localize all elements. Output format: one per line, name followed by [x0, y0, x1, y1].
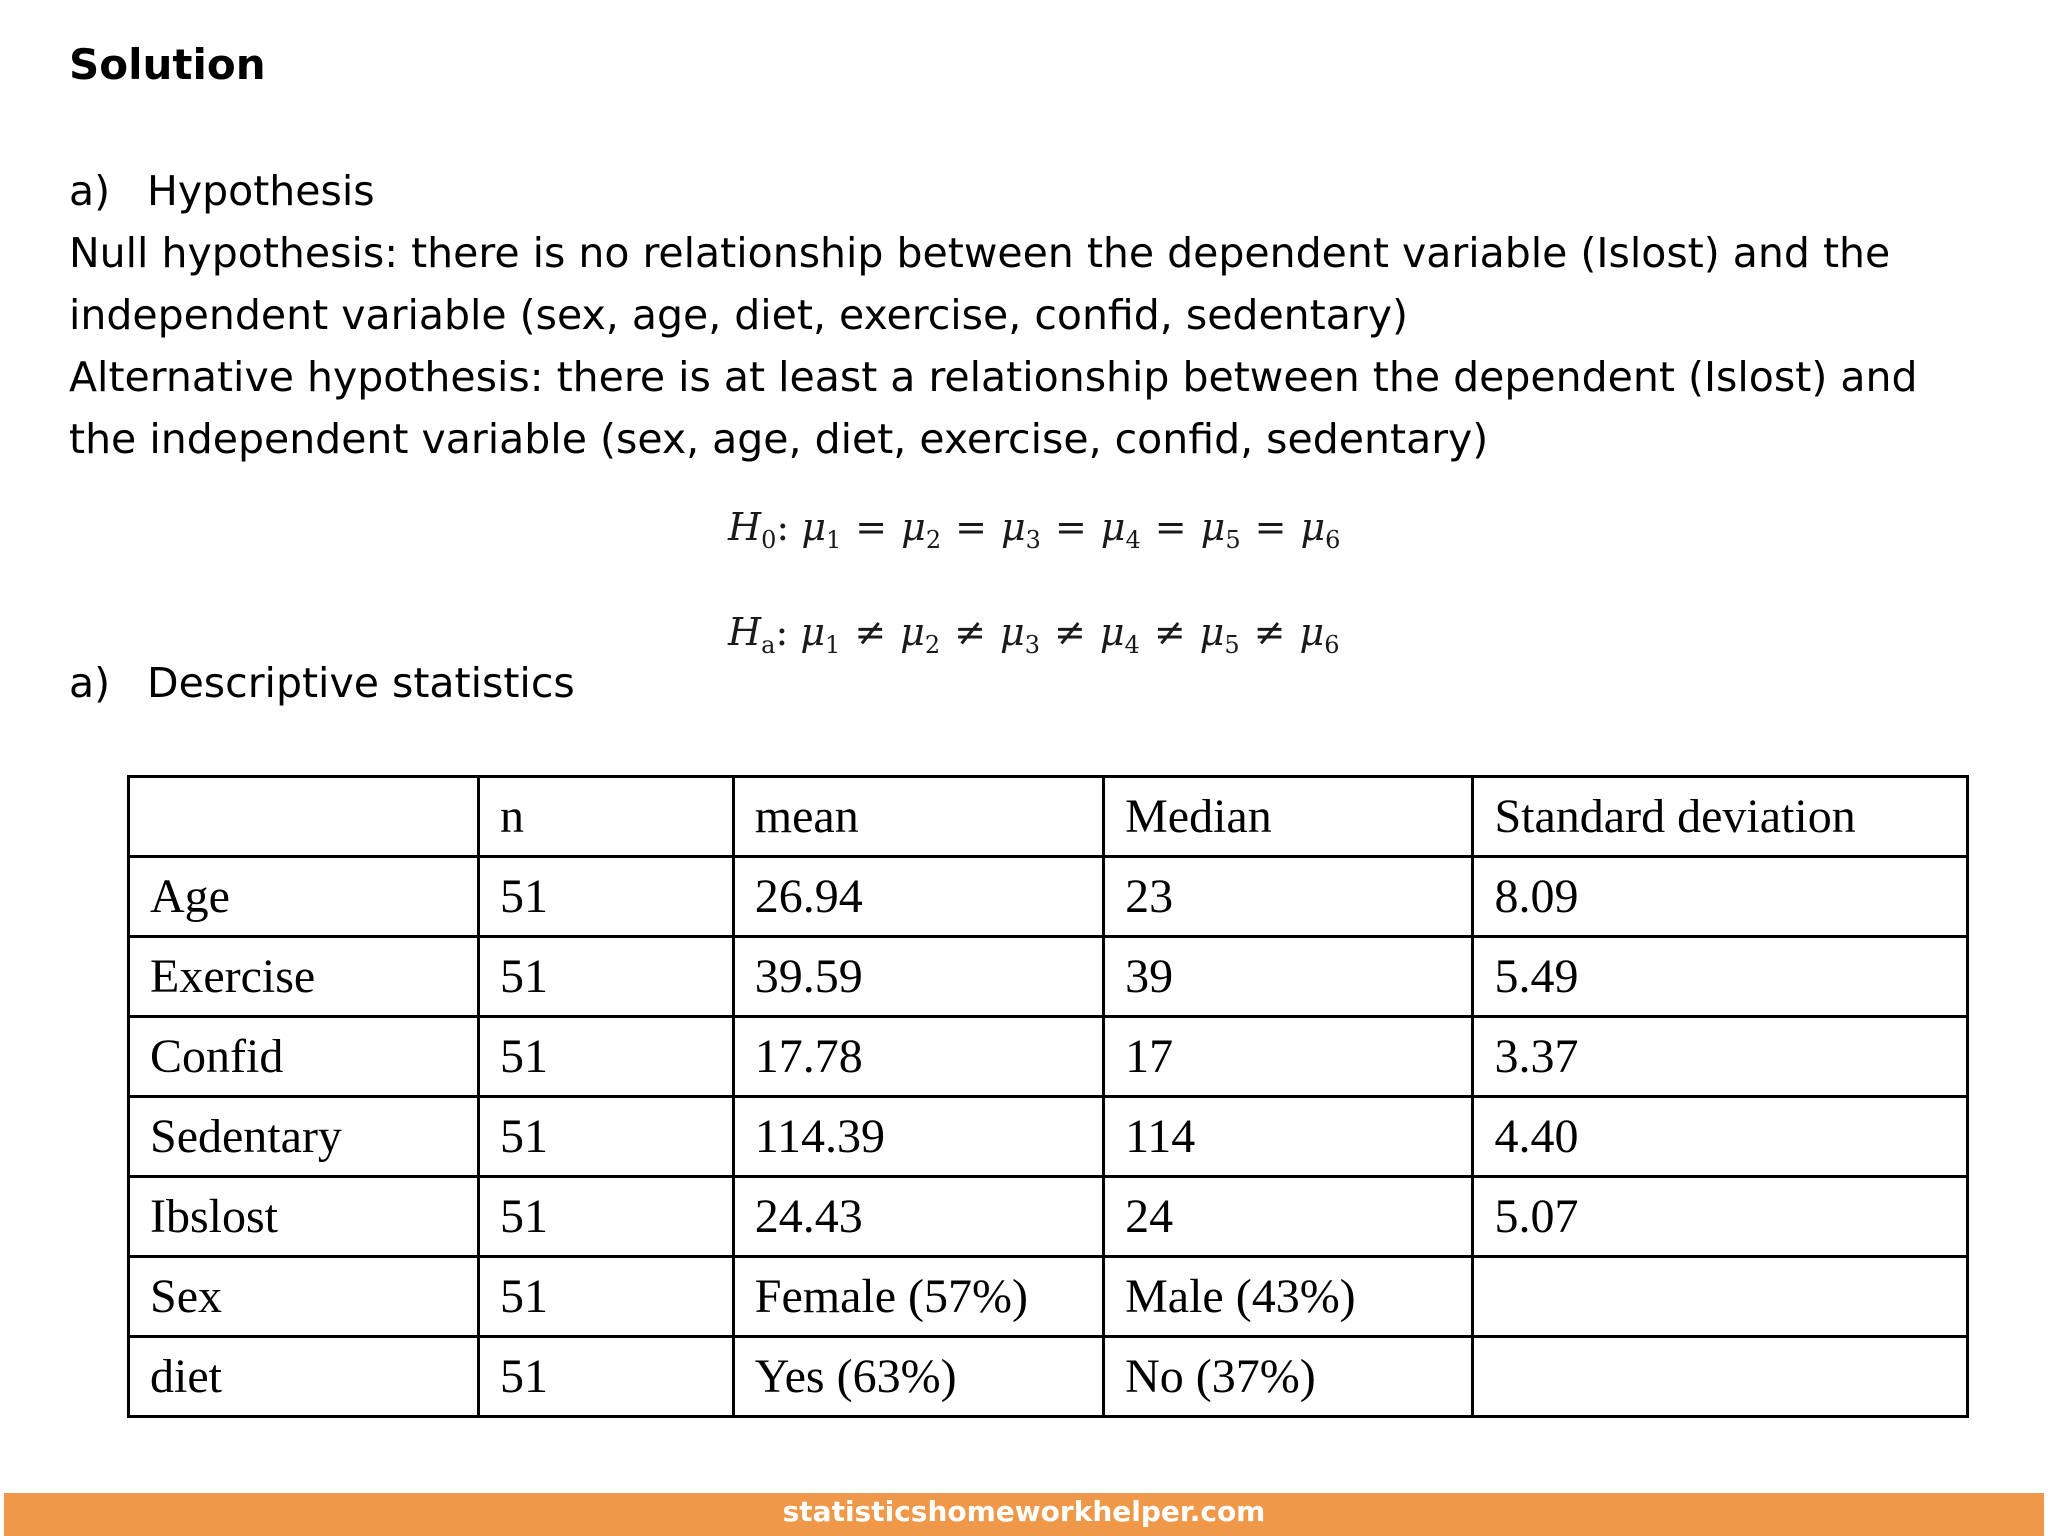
table-cell: 24.43 [733, 1177, 1103, 1257]
mu-index: 3 [1024, 631, 1040, 659]
table-cell: 51 [478, 937, 733, 1017]
table-cell: 51 [478, 1017, 733, 1097]
table-cell: 5.07 [1473, 1177, 1968, 1257]
mu-index: 3 [1025, 526, 1041, 554]
table-cell: 23 [1104, 857, 1473, 937]
section-hypothesis [69, 160, 375, 222]
table-cell: 39 [1104, 937, 1473, 1017]
table-cell: Male (43%) [1104, 1257, 1473, 1337]
footer-bar [4, 1493, 2044, 1536]
table-cell: 51 [478, 1097, 733, 1177]
operator: ≠ [1153, 610, 1186, 654]
list-marker: a) [69, 659, 111, 707]
mu-symbol: μ [1000, 505, 1026, 549]
hypothesis-subscript: 0 [761, 526, 777, 554]
hypothesis-symbol: H [728, 505, 762, 549]
hypothesis-subscript: a [761, 631, 776, 659]
table-row [129, 1257, 1968, 1337]
null-hypothesis-formula [728, 505, 1340, 554]
mu-symbol: μ [1000, 610, 1025, 654]
table-cell: Sedentary [129, 1097, 479, 1177]
table-cell: 26.94 [733, 857, 1103, 937]
mu-index: 6 [1324, 631, 1340, 659]
alternative-hypothesis-formula [728, 610, 1339, 659]
table-cell: 17.78 [733, 1017, 1103, 1097]
table-cell: 51 [478, 1337, 733, 1417]
hypothesis-symbol: H [728, 610, 762, 654]
mu-symbol: μ [801, 505, 827, 549]
table-row [129, 857, 1968, 937]
table-header-cell: Median [1104, 777, 1473, 857]
table-row [129, 1017, 1968, 1097]
table-cell: 39.59 [733, 937, 1103, 1017]
paragraph-line: Null hypothesis: there is no relationship between the dependent variable (Islost) and the [69, 229, 1891, 277]
mu-index: 2 [925, 526, 942, 554]
table-cell: No (37%) [1104, 1337, 1473, 1417]
mu-symbol: μ [901, 505, 926, 549]
mu-symbol: μ [1200, 505, 1226, 549]
mu-symbol: μ [1100, 505, 1126, 549]
operator: ≠ [954, 610, 986, 654]
paragraph-line: Alternative hypothesis: there is at least a relationship between the dependent (Islost) and [69, 353, 1918, 401]
paragraph-line: the independent variable (sex, age, diet, exercise, confid, sedentary) [69, 415, 1489, 463]
table-cell: diet [129, 1337, 479, 1417]
table-cell: 4.40 [1473, 1097, 1968, 1177]
table-row [129, 1097, 1968, 1177]
operator: = [1254, 505, 1287, 549]
table-cell: Sex [129, 1257, 479, 1337]
colon: : [775, 610, 801, 654]
operator: = [1154, 505, 1187, 549]
table-cell: Female (57%) [733, 1257, 1103, 1337]
table-header-cell: mean [733, 777, 1103, 857]
mu-index: 1 [826, 526, 842, 554]
table-cell: Yes (63%) [733, 1337, 1103, 1417]
table-cell: 24 [1104, 1177, 1473, 1257]
table-cell [1473, 1337, 1968, 1417]
operator: ≠ [1053, 610, 1086, 654]
colon: : [776, 505, 802, 549]
mu-index: 6 [1325, 526, 1341, 554]
footer-website-text: statisticshomeworkhelper.com [782, 1495, 1266, 1528]
mu-symbol: μ [1300, 505, 1326, 549]
table-cell: 114 [1104, 1097, 1473, 1177]
mu-symbol: μ [1199, 610, 1225, 654]
table-cell: 17 [1104, 1017, 1473, 1097]
mu-symbol: μ [1299, 610, 1325, 654]
table-cell: 51 [478, 1257, 733, 1337]
table-header-row [129, 777, 1968, 857]
section-descriptive-statistics [69, 652, 575, 714]
table-cell: 51 [478, 857, 733, 937]
mu-index: 4 [1125, 526, 1141, 554]
table-header-cell: Standard deviation [1473, 777, 1968, 857]
mu-symbol: μ [900, 610, 925, 654]
mu-index: 4 [1124, 631, 1140, 659]
table-cell: 114.39 [733, 1097, 1103, 1177]
mu-symbol: μ [1099, 610, 1125, 654]
paragraph-line: independent variable (sex, age, diet, exercise, confid, sedentary) [69, 291, 1408, 339]
operator: ≠ [1253, 610, 1286, 654]
hypothesis-paragraph [69, 222, 1917, 470]
table-cell: 8.09 [1473, 857, 1968, 937]
table-cell: 5.49 [1473, 937, 1968, 1017]
mu-index: 5 [1225, 526, 1241, 554]
operator: = [955, 505, 987, 549]
table-row [129, 937, 1968, 1017]
table-cell [1473, 1257, 1968, 1337]
table-header-cell: n [478, 777, 733, 857]
mu-index: 1 [825, 631, 841, 659]
operator: = [1054, 505, 1087, 549]
mu-index: 5 [1224, 631, 1240, 659]
operator: ≠ [854, 610, 887, 654]
descriptive-statistics-table [127, 775, 1969, 1418]
solution-heading: Solution [69, 40, 266, 89]
table-header-cell [129, 777, 479, 857]
list-marker: a) [69, 167, 111, 215]
table-cell: Confid [129, 1017, 479, 1097]
table-cell: Age [129, 857, 479, 937]
table-cell: 51 [478, 1177, 733, 1257]
table-row [129, 1337, 1968, 1417]
mu-index: 2 [924, 631, 941, 659]
table-cell: 3.37 [1473, 1017, 1968, 1097]
section-title: Hypothesis [147, 167, 375, 215]
table-cell: Ibslost [129, 1177, 479, 1257]
section-title: Descriptive statistics [147, 659, 575, 707]
table-row [129, 1177, 1968, 1257]
mu-symbol: μ [800, 610, 826, 654]
table-cell: Exercise [129, 937, 479, 1017]
operator: = [855, 505, 888, 549]
